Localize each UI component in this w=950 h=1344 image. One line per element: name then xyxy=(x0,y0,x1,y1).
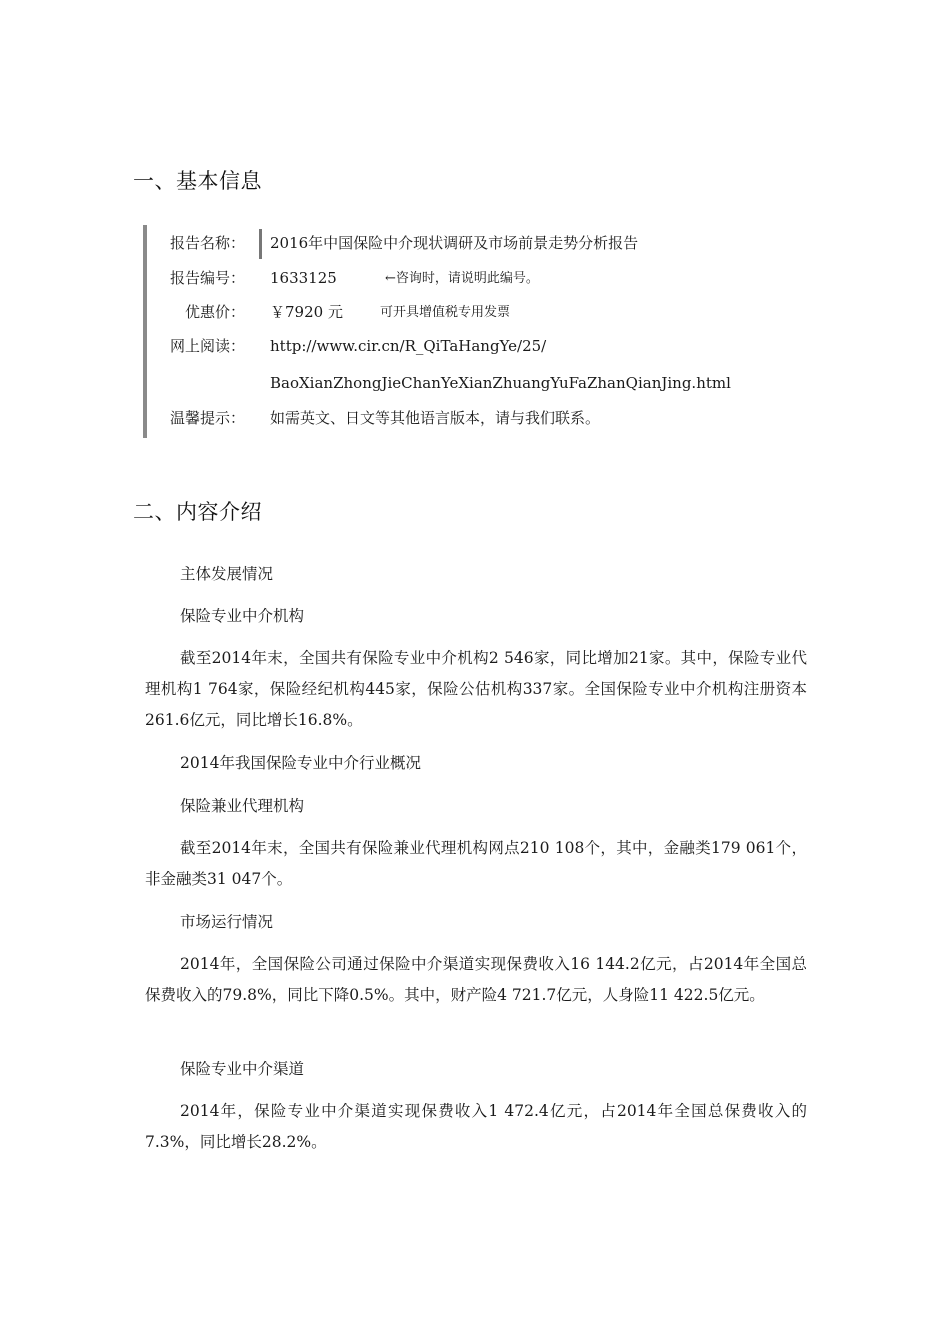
paragraph-market-operation: 2014年，全国保险公司通过保险中介渠道实现保费收入16 144.2亿元，占2014年全国总保费收入的79.8%，同比下降0.5%。其中，财产险4 721.7亿元，人身险11 422.5亿元。 xyxy=(145,955,807,1004)
report-name-value: 2016年中国保险中介现状调研及市场前景走势分析报告 xyxy=(270,234,639,252)
subhead-part-time-agencies: 保险兼业代理机构 xyxy=(180,797,305,815)
paragraph-professional-channel: 2014年，保险专业中介渠道实现保费收入1 472.4亿元，占2014年全国总保费收入的7.3%，同比增长28.2%。 xyxy=(145,1102,807,1151)
title-marker xyxy=(259,229,262,259)
report-code-value: 1633125 xyxy=(270,269,337,287)
online-url-label: 网上阅读： xyxy=(169,337,245,355)
online-url-link-line2[interactable]: BaoXianZhongJieChanYeXianZhuangYuFaZhanQianJing.html xyxy=(270,374,731,392)
section-heading-basic-info: 一、基本信息 xyxy=(133,169,262,193)
price-label: 优惠价： xyxy=(184,303,245,321)
online-url-link-line1[interactable]: http://www.cir.cn/R_QiTaHangYe/25/ xyxy=(270,337,547,355)
subhead-industry-overview: 2014年我国保险专业中介行业概况 xyxy=(180,754,421,772)
paragraph-professional-agencies: 截至2014年末，全国共有保险专业中介机构2 546家，同比增加21家。其中，保险专业代理机构1 764家，保险经纪机构445家，保险公估机构337家。全国保险专业中介机构注册资本261.6亿元，同比增长16.8%。 xyxy=(145,649,807,729)
report-code-label: 报告编号： xyxy=(169,269,245,287)
tip-label: 温馨提示： xyxy=(169,409,245,427)
subhead-main-development: 主体发展情况 xyxy=(180,565,274,583)
price-value: ￥7920 元 xyxy=(270,303,343,321)
report-name-label: 报告名称： xyxy=(169,234,245,252)
report-code-note: ←咨询时，请说明此编号。 xyxy=(385,271,539,286)
paragraph-part-time-agencies: 截至2014年末，全国共有保险兼业代理机构网点210 108个，其中，金融类179 061个，非金融类31 047个。 xyxy=(145,839,807,888)
basic-info-block xyxy=(143,225,827,438)
subhead-professional-agencies: 保险专业中介机构 xyxy=(180,607,305,625)
section-heading-content: 二、内容介绍 xyxy=(133,500,262,524)
tip-value: 如需英文、日文等其他语言版本，请与我们联系。 xyxy=(270,409,601,427)
subhead-professional-channel: 保险专业中介渠道 xyxy=(180,1060,305,1078)
price-note: 可开具增值税专用发票 xyxy=(380,305,511,320)
subhead-market-operation: 市场运行情况 xyxy=(180,913,274,931)
